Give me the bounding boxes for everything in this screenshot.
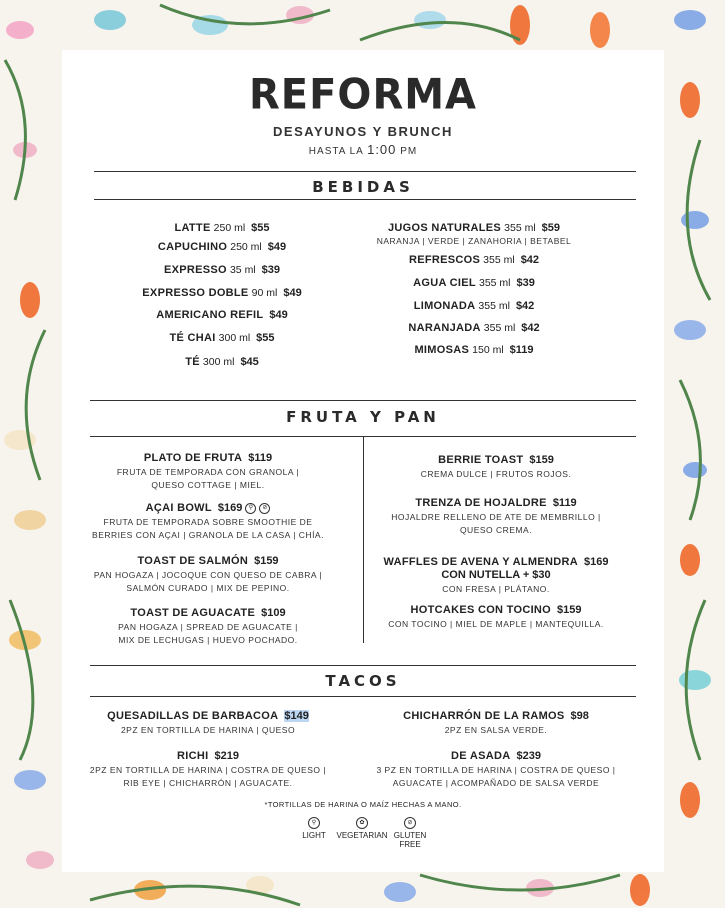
menu-item xyxy=(92,356,352,368)
item-price: $159 xyxy=(254,555,279,567)
item-price: $159 xyxy=(529,454,554,466)
item-name: TÉ CHAI xyxy=(169,332,216,344)
item-name: DE ASADA xyxy=(451,750,511,762)
item-price: $49 xyxy=(283,287,302,299)
legend-light: ⚲ LIGHT xyxy=(284,817,344,840)
item-name: AMERICANO REFIL xyxy=(156,309,264,321)
legend-vegetarian: ✿ VEGETARIAN xyxy=(332,817,392,840)
item-name: MIMOSAS xyxy=(414,344,470,356)
item-description: SALMÓN CURADO | MIX DE PEPINO. xyxy=(126,583,290,593)
item-name: HOTCAKES CON TOCINO xyxy=(410,604,552,616)
item-name: AÇAI BOWL xyxy=(145,502,212,514)
item-name: REFRESCOS xyxy=(408,254,481,266)
item-name: TÉ xyxy=(185,356,200,368)
menu-item xyxy=(92,264,352,276)
item-name: PLATO DE FRUTA xyxy=(143,452,243,464)
item-description: QUESO COTTAGE | MIEL. xyxy=(151,480,265,490)
restaurant-title: REFORMA xyxy=(248,70,477,120)
item-price: $55 xyxy=(256,332,275,344)
menu-item xyxy=(334,277,614,289)
item-name-extra: CON NUTELLA + $30 xyxy=(441,569,551,581)
menu-item xyxy=(334,254,614,266)
menu-item xyxy=(334,222,614,234)
item-price: $49 xyxy=(267,241,287,253)
item-name: LATTE xyxy=(174,222,211,234)
footnote: *TORTILLAS DE HARINA O MAÍZ HECHAS A MANO. xyxy=(264,800,462,809)
item-description: FRUTA DE TEMPORADA SOBRE SMOOTHIE DE xyxy=(103,517,313,527)
item-size: 35 ml xyxy=(229,264,256,276)
menu-item xyxy=(361,454,631,466)
menu-item xyxy=(73,502,343,514)
item-price: $109 xyxy=(261,607,286,619)
item-price: $39 xyxy=(516,277,535,289)
menu-item xyxy=(73,452,343,464)
section-title-bebidas: BEBIDAS xyxy=(312,178,414,196)
menu-item xyxy=(361,710,631,722)
item-size: 250 ml xyxy=(230,241,262,253)
menu-item xyxy=(92,332,352,344)
item-name: EXPRESSO xyxy=(163,264,227,276)
menu-item xyxy=(92,222,352,234)
menu-item xyxy=(73,710,343,722)
gluten-free-icon: ⊘ xyxy=(259,503,270,514)
section-title-fruta: FRUTA Y PAN xyxy=(286,408,440,426)
item-price: $169 xyxy=(584,556,609,568)
item-price: $219 xyxy=(214,750,239,762)
item-description: 3 PZ EN TORTILLA DE HARINA | COSTRA DE QUESO | xyxy=(376,765,616,775)
item-description: AGUACATE | ACOMPAÑADO DE SALSA VERDE xyxy=(392,778,600,788)
item-name: JUGOS NATURALES xyxy=(387,222,502,234)
vegetarian-icon: ✿ xyxy=(356,817,368,829)
menu-item xyxy=(73,607,343,619)
item-price: $149 xyxy=(284,710,309,722)
menu-subtitle: DESAYUNOS Y BRUNCH xyxy=(273,124,453,139)
menu-item xyxy=(92,309,352,321)
item-size: 90 ml xyxy=(251,287,278,299)
gluten-free-icon: ⊘ xyxy=(404,817,416,829)
item-description: HOJALDRE RELLENO DE ATE DE MEMBRILLO | xyxy=(391,512,601,522)
section-title-tacos: TACOS xyxy=(325,672,401,690)
item-size: 355 ml xyxy=(483,254,515,266)
item-name: RICHI xyxy=(177,750,209,762)
leaf-icon: ⚲ xyxy=(245,503,256,514)
item-name: NARANJADA xyxy=(408,322,481,334)
menu-item xyxy=(361,750,631,762)
item-description: 2PZ EN TORTILLA DE HARINA | COSTRA DE QUESO | xyxy=(89,765,327,775)
item-price: $55 xyxy=(251,222,270,234)
item-size: 355 ml xyxy=(478,277,511,289)
item-price: $42 xyxy=(520,254,540,266)
item-name: WAFFLES DE AVENA Y ALMENDRA xyxy=(383,556,578,568)
item-name: QUESADILLAS DE BARBACOA xyxy=(107,710,279,722)
item-size: 150 ml xyxy=(472,344,504,356)
divider xyxy=(94,171,636,172)
item-description: PAN HOGAZA | SPREAD DE AGUACATE | xyxy=(118,622,298,632)
item-description: 2PZ EN SALSA VERDE. xyxy=(444,725,548,735)
item-description: PAN HOGAZA | JOCOQUE CON QUESO DE CABRA | xyxy=(93,570,323,580)
item-name: TOAST DE SALMÓN xyxy=(137,555,249,567)
menu-item xyxy=(73,750,343,762)
item-description: CREMA DULCE | FRUTOS ROJOS. xyxy=(420,469,572,479)
item-description: FRUTA DE TEMPORADA CON GRANOLA | xyxy=(116,467,300,477)
item-name: TRENZA DE HOJALDRE xyxy=(415,497,547,509)
item-description: CON FRESA | PLÁTANO. xyxy=(442,584,550,594)
item-price: $159 xyxy=(557,604,582,616)
menu-item xyxy=(361,604,631,616)
item-size: 300 ml xyxy=(218,332,251,344)
item-description: NARANJA | VERDE | ZANAHORIA | BETABEL xyxy=(376,236,572,246)
menu-item xyxy=(334,300,614,312)
item-price: $119 xyxy=(509,344,534,356)
item-price: $119 xyxy=(248,452,273,464)
menu-item xyxy=(334,322,614,334)
menu-item xyxy=(361,497,631,509)
item-price: $42 xyxy=(521,322,540,334)
service-hours: HASTA LA 1:00 PM xyxy=(308,142,418,157)
item-price: $49 xyxy=(269,309,288,321)
legend-gluten-free: ⊘ GLUTEN FREE xyxy=(380,817,440,849)
item-price: $39 xyxy=(261,264,281,276)
menu-item xyxy=(73,555,343,567)
item-price: $98 xyxy=(570,710,589,722)
item-price: $45 xyxy=(240,356,259,368)
item-name: TOAST DE AGUACATE xyxy=(130,607,256,619)
item-price: $59 xyxy=(541,222,561,234)
item-description: BERRIES CON AÇAI | GRANOLA DE LA CASA | CHÍA. xyxy=(92,530,324,540)
menu-item xyxy=(361,556,631,568)
item-name: EXPRESSO DOBLE xyxy=(142,287,249,299)
item-size: 355 ml xyxy=(504,222,536,234)
menu-item xyxy=(92,287,352,299)
item-description: RIB EYE | CHICHARRÓN | AGUACATE. xyxy=(123,778,293,788)
item-size: 355 ml xyxy=(483,322,516,334)
divider xyxy=(90,696,636,697)
item-price: $119 xyxy=(552,497,577,509)
divider xyxy=(94,199,636,200)
item-price: $42 xyxy=(515,300,535,312)
item-description: QUESO CREMA. xyxy=(459,525,533,535)
item-name: AGUA CIEL xyxy=(413,277,476,289)
item-size: 355 ml xyxy=(478,300,510,312)
item-description: 2PZ EN TORTILLA DE HARINA | QUESO xyxy=(120,725,296,735)
item-description: MIX DE LECHUGAS | HUEVO POCHADO. xyxy=(118,635,298,645)
item-name: CHICHARRÓN DE LA RAMOS xyxy=(403,710,565,722)
item-price: $239 xyxy=(516,750,541,762)
menu-item xyxy=(92,241,352,253)
divider xyxy=(90,400,636,401)
item-price: $169 xyxy=(217,502,243,514)
item-name: LIMONADA xyxy=(413,300,476,312)
item-name: BERRIE TOAST xyxy=(438,454,524,466)
divider xyxy=(90,665,636,666)
menu-item xyxy=(334,344,614,356)
menu-card xyxy=(62,50,664,872)
item-size: 300 ml xyxy=(202,356,235,368)
item-description: CON TOCINO | MIEL DE MAPLE | MANTEQUILLA. xyxy=(388,619,604,629)
leaf-icon: ⚲ xyxy=(308,817,320,829)
item-size: 250 ml xyxy=(213,222,246,234)
item-name: CAPUCHINO xyxy=(157,241,228,253)
